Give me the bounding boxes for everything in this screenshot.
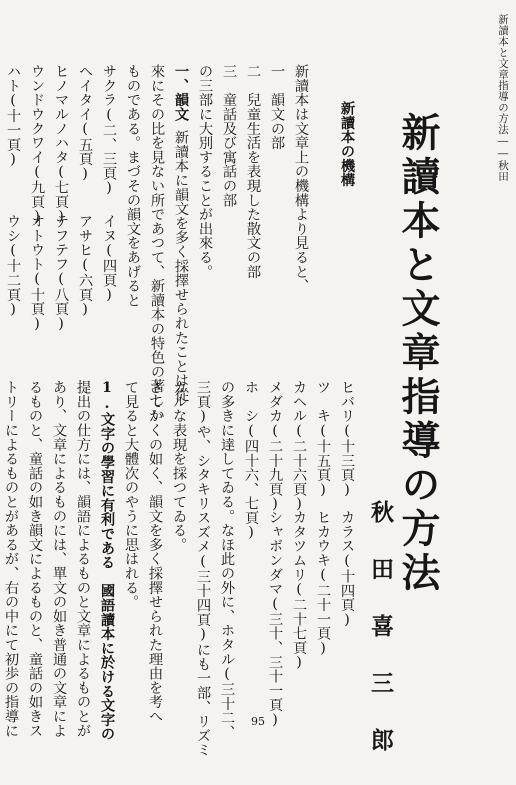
body-column: 新讀本は文章上の機構より見ると、 [293, 64, 309, 293]
lesson-list-item: ウシ(十二頁) [5, 214, 21, 318]
lesson-list-item: カヘル(二十六頁) [291, 380, 307, 513]
lesson-list-item: ヒカウキ(二十一頁) [315, 510, 331, 657]
body-column: 三 童話及び寓話の部 [221, 64, 237, 207]
body-column: 二 兒童生活を表現した散文の部 [245, 64, 261, 279]
lesson-list-item: シャボンダマ(三十、三十一頁) [267, 510, 283, 728]
body-column: さてかくの如く、韻文を多く採擇せられた理由を考へ [147, 380, 163, 724]
page-number: 95 [251, 715, 265, 728]
body-column: ものである。まづその韻文をあげると [125, 64, 141, 308]
lesson-list-item: メダカ(二十九頁) [267, 380, 283, 513]
lesson-list-item: イヌ(四頁) [101, 214, 117, 304]
lesson-list-item: ツ キ(十五頁) [315, 380, 331, 498]
lesson-list-item: サクラ(二、三頁) [101, 64, 117, 197]
body-column: の多きに達してゐる。なほ此の外に、ホタル(三十二、 [219, 380, 235, 740]
body-column: 提出の仕方には、韻語によるものと文章によるものとが [75, 380, 91, 738]
running-header: 新讀本と文章指導の方法――秋田 [497, 14, 509, 182]
body-column: 來にその比を見ない所であつて、新讀本の特色の著しい [149, 64, 165, 422]
body-column: 一 韻文の部 [269, 64, 285, 150]
lesson-list-item: カタツムリ(二十七頁) [291, 510, 307, 671]
body-column: 三頁)や、シタキリスズメ(三十四頁)にも一部、リズミ [195, 380, 211, 757]
body-column: の三部に大別することが出來る。 [197, 64, 213, 279]
author-name: 秋田喜三郎 [367, 500, 394, 785]
lesson-list-item: ヒバリ(十三頁) [339, 380, 355, 498]
body-column: て見ると大體次のやうに思はれる。 [123, 380, 139, 609]
lesson-list-item: ヘイタイ(五頁) [77, 64, 93, 182]
section-heading: 新讀本の機構 [339, 101, 355, 187]
lesson-list-item: ヒノマルノハタ(七頁) [53, 64, 69, 225]
lesson-list-item: テフテフ(八頁) [53, 214, 69, 332]
body-column: あり、文章によるものには、單文の如き普通の文章によ [51, 380, 67, 738]
subsection-heading: 一、韻文 [173, 64, 189, 122]
lesson-list-item: オトウト(十頁) [29, 214, 45, 332]
body-column: るものと、童話の如き韻文によるものと、童話の如きス [27, 380, 43, 738]
body-column: ホ シ(四十六、七頁) [243, 380, 259, 541]
article-title: 新讀本と文章指導の方法 [395, 112, 441, 596]
body-column: 新讀本に韻文を多く採擇せられたことは從 [173, 130, 189, 402]
lesson-list-item: ウンドウクワイ(九頁) [29, 64, 45, 225]
lesson-list-item: ハト(十一頁) [5, 64, 21, 168]
lesson-list-item: アサヒ(六頁) [77, 214, 93, 318]
body-column: トリーによるものとがあるが、右の中にて初歩の指導に [3, 380, 19, 738]
body-column: カルな表現を採つてゐる。 [171, 380, 187, 552]
lesson-list-item: カラス(十四頁) [339, 510, 355, 628]
body-column: 1.文字の學習に有利である 國語讀本に於ける文字の [99, 380, 115, 741]
